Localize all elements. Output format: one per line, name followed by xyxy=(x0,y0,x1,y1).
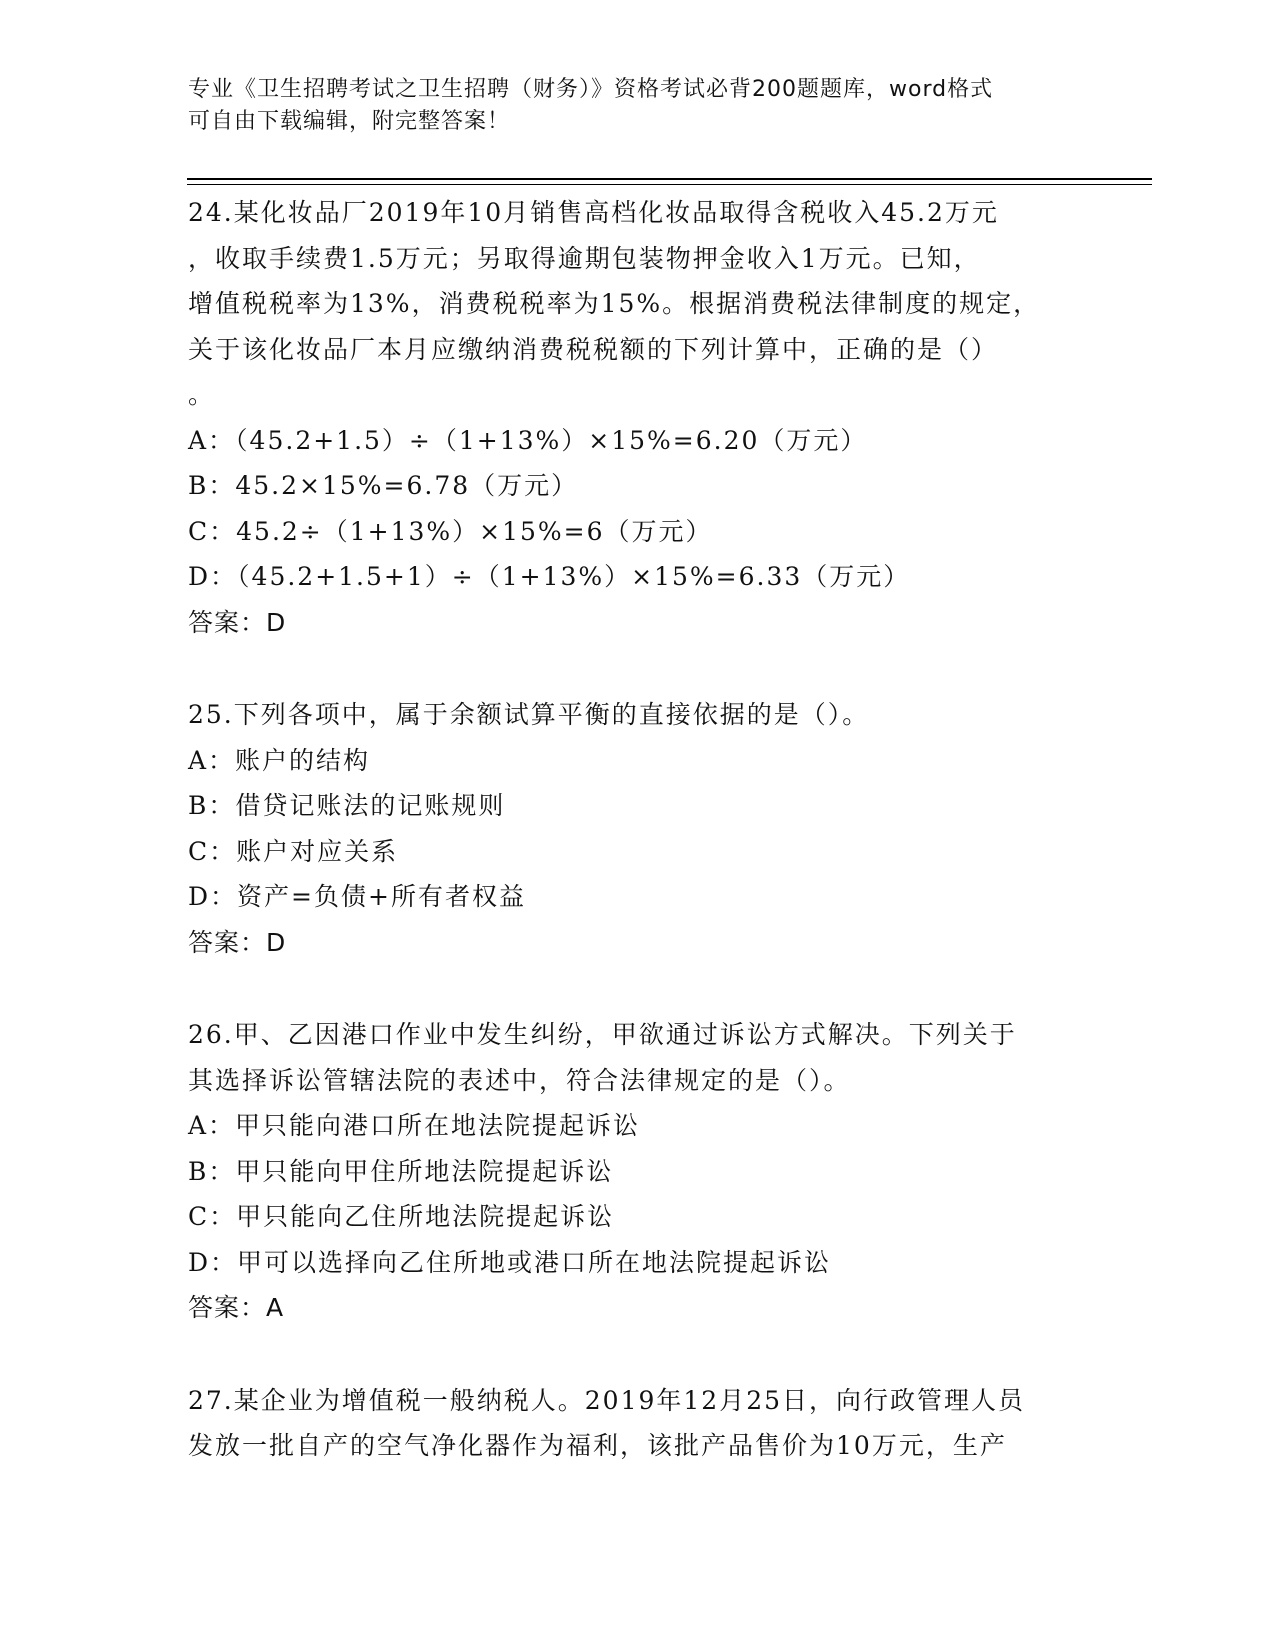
answer: 答案：D xyxy=(188,927,287,957)
option-b: B：45.2×15%=6.78（万元） xyxy=(188,471,579,500)
question-list xyxy=(188,190,1088,1516)
option-d: D：（45.2+1.5+1）÷（1+13%）×15%=6.33（万元） xyxy=(188,562,911,591)
question-text-line: 。 xyxy=(188,380,216,409)
header-rule-thick xyxy=(187,178,1152,180)
question-text-line: 发放一批自产的空气净化器作为福利，该批产品售价为10万元，生产 xyxy=(188,1431,1007,1460)
document-header xyxy=(188,74,1088,138)
option-a: A：（45.2+1.5）÷（1+13%）×15%=6.20（万元） xyxy=(188,425,868,455)
question-text-line: 其选择诉讼管辖法院的表述中，符合法律规定的是（）。 xyxy=(188,1065,851,1095)
header-line: 可自由下载编辑，附完整答案！ xyxy=(188,109,511,134)
option-a: A：甲只能向港口所在地法院提起诉讼 xyxy=(188,1111,641,1140)
option-c: C：甲只能向乙住所地法院提起诉讼 xyxy=(188,1202,615,1231)
question-text-line: 关于该化妆品厂本月应缴纳消费税税额的下列计算中，正确的是（） xyxy=(188,334,999,364)
question-text-line: 27.某企业为增值税一般纳税人。2019年12月25日，向行政管理人员 xyxy=(188,1385,1026,1415)
question-text-line: 25.下列各项中，属于余额试算平衡的直接依据的是（）。 xyxy=(188,700,870,729)
option-b: B：借贷记账法的记账规则 xyxy=(188,791,506,820)
question-25 xyxy=(188,692,1088,965)
question-text-line: 增值税税率为13%，消费税税率为15%。根据消费税法律制度的规定， xyxy=(188,289,1041,318)
option-a: A：账户的结构 xyxy=(188,745,371,775)
question-text-line: ，收取手续费1.5万元；另取得逾期包装物押金收入1万元。已知， xyxy=(188,243,981,273)
question-27 xyxy=(188,1378,1088,1469)
answer: 答案：D xyxy=(188,607,287,637)
question-text-line: 24.某化妆品厂2019年10月销售高档化妆品取得含税收入45.2万元 xyxy=(188,198,999,227)
option-c: C：账户对应关系 xyxy=(188,836,399,866)
question-26 xyxy=(188,1012,1088,1331)
option-c: C：45.2÷（1+13%）×15%=6（万元） xyxy=(188,516,713,546)
option-b: B：甲只能向甲住所地法院提起诉讼 xyxy=(188,1156,614,1186)
option-d: D：甲可以选择向乙住所地或港口所在地法院提起诉讼 xyxy=(188,1247,832,1277)
header-rule-thin xyxy=(187,184,1152,185)
option-d: D：资产=负债+所有者权益 xyxy=(188,882,526,911)
question-text-line: 26.甲、乙因港口作业中发生纠纷，甲欲通过诉讼方式解决。下列关于 xyxy=(188,1020,1017,1049)
header-line: 专业《卫生招聘考试之卫生招聘（财务）》资格考试必背200题题库，word格式 xyxy=(188,77,994,102)
answer: 答案：A xyxy=(188,1293,285,1322)
question-24 xyxy=(188,190,1088,645)
